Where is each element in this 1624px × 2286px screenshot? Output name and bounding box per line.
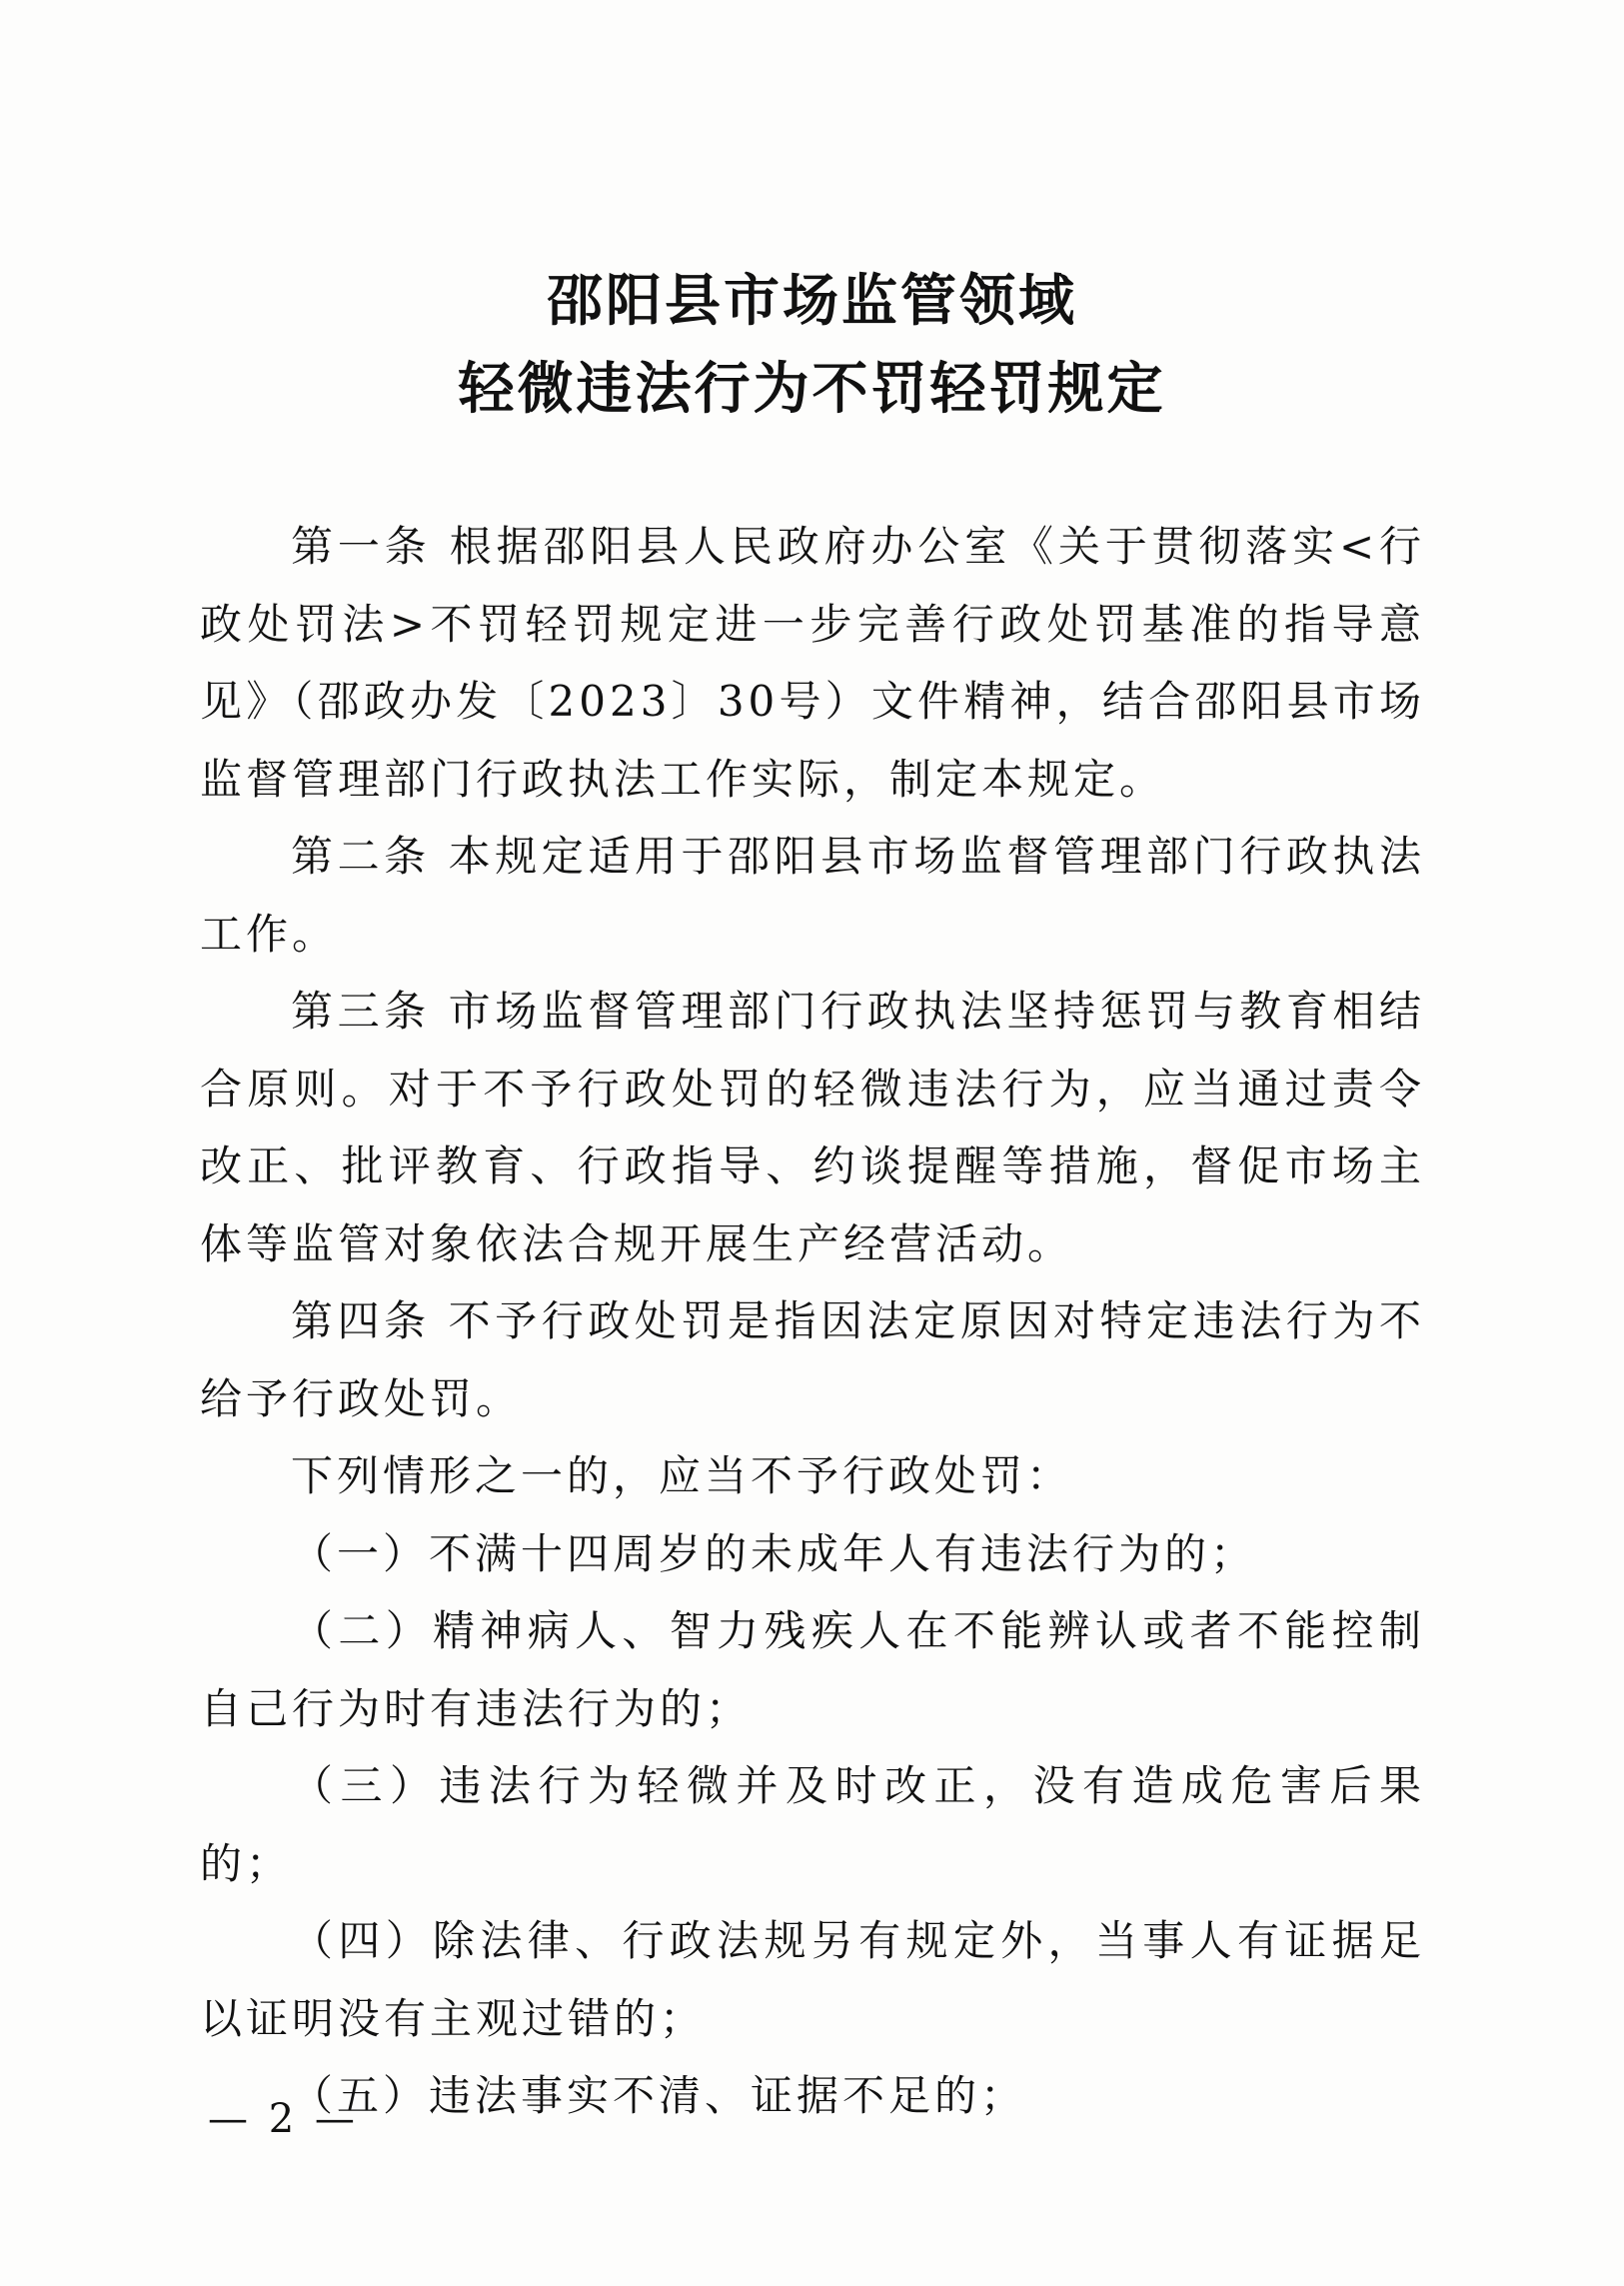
list-item-1: （一）不满十四周岁的未成年人有违法行为的；	[291, 1528, 1257, 1578]
page-number: — 2 —	[208, 2096, 359, 2142]
document-body	[200, 508, 1425, 2135]
document-title	[0, 258, 1624, 434]
title-line-2: 轻微违法行为不罚轻罚规定	[458, 357, 1166, 422]
article-4-paragraph: 第四条 不予行政处罚是指因法定原因对特定违法行为不给予行政处罚。	[200, 1296, 1425, 1423]
article-3-paragraph: 第三条 市场监督管理部门行政执法坚持惩罚与教育相结合原则。对于不予行政处罚的轻微违法行为，应当通过责令改正、批评教育、行政指导、约谈提醒等措施，督促市场主体等监管对象依法合规开展生产经营活动。	[200, 987, 1425, 1268]
list-item-2: （二）精神病人、智力残疾人在不能辨认或者不能控制自己行为时有违法行为的；	[200, 1606, 1425, 1733]
list-item-3: （三）违法行为轻微并及时改正，没有造成危害后果的；	[200, 1761, 1425, 1888]
list-intro-paragraph: 下列情形之一的，应当不予行政处罚：	[291, 1451, 1073, 1500]
article-2-paragraph: 第二条 本规定适用于邵阳县市场监督管理部门行政执法工作。	[200, 832, 1425, 959]
article-1-paragraph: 第一条 根据邵阳县人民政府办公室《关于贯彻落实<行政处罚法>不罚轻罚规定进一步完善行政处罚基准的指导意见》（邵政办发〔2023〕30号）文件精神，结合邵阳县市场监督管理部门行政执法工作实际，制定本规定。	[200, 522, 1425, 804]
list-item-4: （四）除法律、行政法规另有规定外，当事人有证据足以证明没有主观过错的；	[200, 1916, 1425, 2043]
title-line-1: 邵阳县市场监管领域	[547, 269, 1077, 334]
list-item-5: （五）违法事实不清、证据不足的；	[291, 2071, 1027, 2120]
